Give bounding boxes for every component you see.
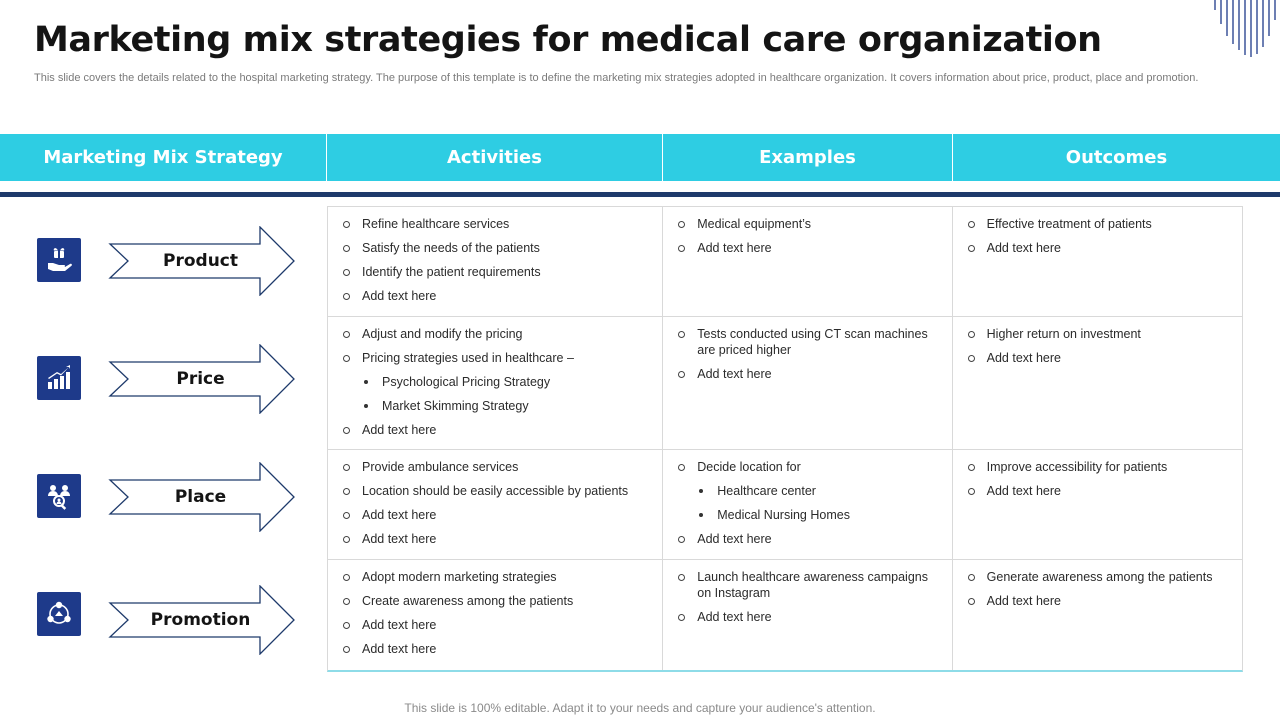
divider-bar (0, 192, 1280, 197)
list-item: Create awareness among the patients (342, 593, 652, 609)
list-item: Add text here (342, 617, 652, 633)
hand-with-gift-icon (37, 238, 81, 282)
social-network-icon (37, 592, 81, 636)
outcomes-cell (953, 207, 1242, 316)
list-item: Provide ambulance services (342, 459, 652, 475)
list-item: Add text here (677, 531, 941, 547)
list-item: Tests conducted using CT scan machines are priced higher (677, 326, 941, 358)
list-item: Refine healthcare services (342, 216, 652, 232)
activities-cell (328, 560, 663, 670)
examples-cell (663, 317, 952, 449)
sub-list-item: Market Skimming Strategy (342, 398, 652, 414)
list-item: Satisfy the needs of the patients (342, 240, 652, 256)
strategy-arrow-price (108, 344, 296, 414)
list-item: Generate awareness among the patients (967, 569, 1232, 585)
list-item: Add text here (677, 366, 941, 382)
growth-chart-icon (37, 356, 81, 400)
outcomes-cell (953, 560, 1242, 670)
list-item: Location should be easily accessible by patients (342, 483, 652, 499)
list-item: Add text here (342, 641, 652, 657)
header-activities: Activities (327, 134, 663, 181)
page-subtitle: This slide covers the details related to the hospital marketing strategy. The purpose of this template is to define the marketing mix strategies adopted in healthcare organization. It covers information about price, product, place and promotion. (34, 72, 1199, 84)
list-item: Add text here (967, 483, 1232, 499)
list-item: Adjust and modify the pricing (342, 326, 652, 342)
outcomes-cell (953, 317, 1242, 449)
list-item: Decide location for (677, 459, 941, 475)
strategy-label: Place (174, 487, 227, 507)
table-row (328, 207, 1242, 317)
strategy-arrow-place (108, 462, 296, 532)
header-outcomes: Outcomes (1065, 147, 1168, 168)
table-row (328, 450, 1242, 560)
list-item: Add text here (342, 288, 652, 304)
footer-note: This slide is 100% editable. Adapt it to your needs and capture your audience's attention. (404, 701, 876, 715)
list-item: Add text here (677, 609, 941, 625)
table-row (328, 560, 1242, 670)
list-item: Improve accessibility for patients (967, 459, 1232, 475)
header-examples: Examples (663, 134, 953, 181)
list-item: Add text here (967, 240, 1232, 256)
list-item: Add text here (677, 240, 941, 256)
decorative-lines (1214, 0, 1280, 58)
table-row (328, 317, 1242, 450)
activities-cell (328, 317, 663, 449)
list-item: Add text here (342, 422, 652, 438)
sub-list-item: Healthcare center (677, 483, 941, 499)
list-item: Add text here (967, 350, 1232, 366)
list-item: Launch healthcare awareness campaigns on Instagram (677, 569, 941, 601)
list-item: Higher return on investment (967, 326, 1232, 342)
strategy-label: Price (176, 369, 225, 389)
activities-cell (328, 207, 663, 316)
header-strategy: Marketing Mix Strategy (0, 134, 327, 181)
strategy-label: Product (163, 251, 238, 271)
list-item: Identify the patient requirements (342, 264, 652, 280)
examples-cell (663, 450, 952, 559)
sub-list-item: Medical Nursing Homes (677, 507, 941, 523)
list-item: Add text here (342, 531, 652, 547)
table-header (0, 134, 1280, 181)
sub-list-item: Psychological Pricing Strategy (342, 374, 652, 390)
list-item: Adopt modern marketing strategies (342, 569, 652, 585)
outcomes-cell (953, 450, 1242, 559)
strategy-label: Promotion (150, 610, 251, 630)
people-search-icon (37, 474, 81, 518)
list-item: Add text here (967, 593, 1232, 609)
list-item: Medical equipment’s (677, 216, 941, 232)
strategy-arrow-promotion (108, 585, 296, 655)
examples-cell (663, 560, 952, 670)
strategy-table (327, 206, 1243, 672)
page-title: Marketing mix strategies for medical care organization (34, 20, 1102, 60)
list-item: Effective treatment of patients (967, 216, 1232, 232)
activities-cell (328, 450, 663, 559)
strategy-arrow-product (108, 226, 296, 296)
list-item: Pricing strategies used in healthcare – (342, 350, 652, 366)
list-item: Add text here (342, 507, 652, 523)
examples-cell (663, 207, 952, 316)
